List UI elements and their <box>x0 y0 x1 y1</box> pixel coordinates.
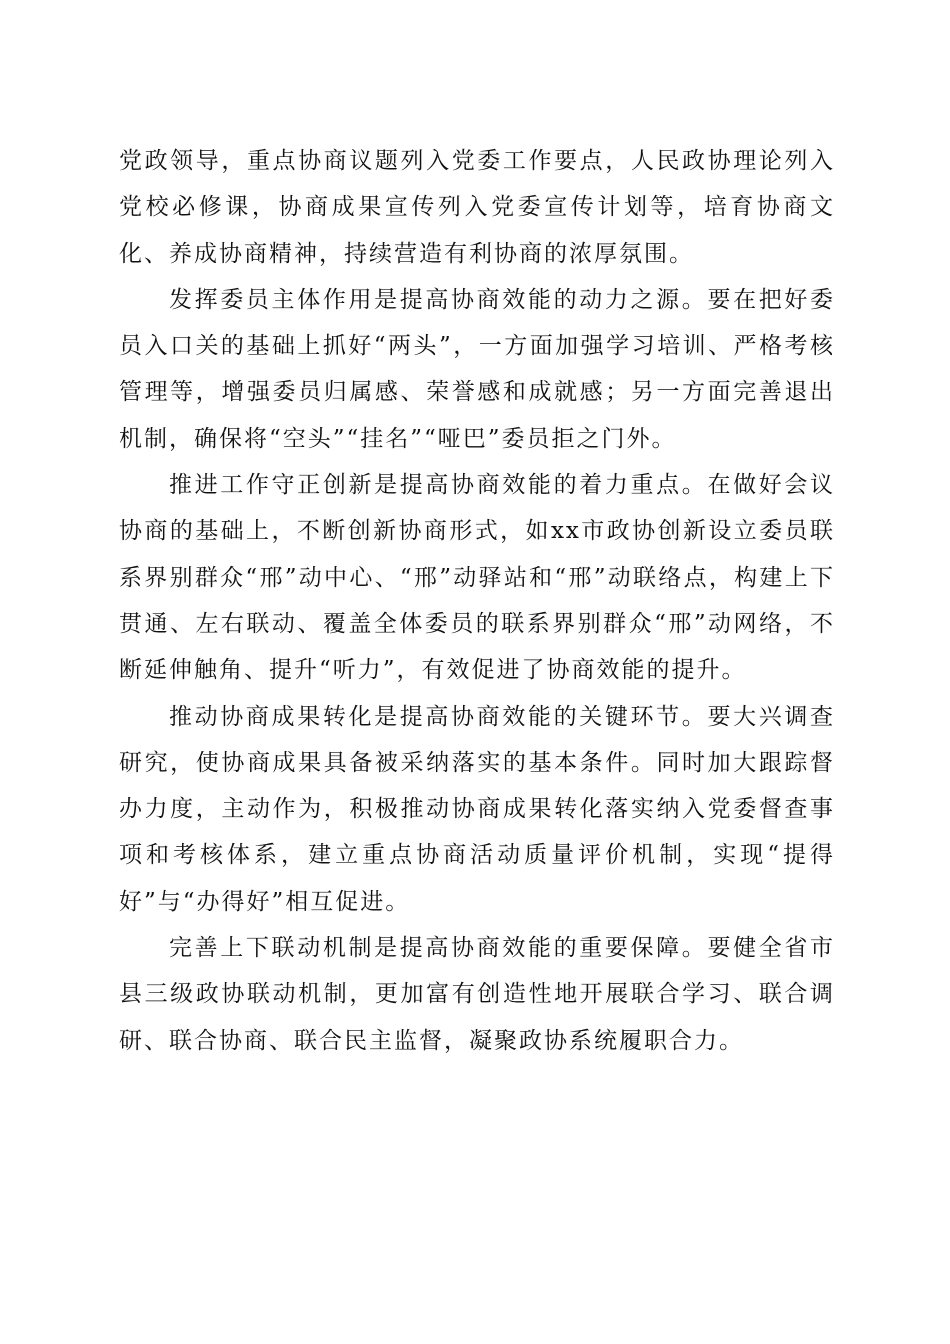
paragraph-linkage-mechanism: 完善上下联动机制是提高协商效能的重要保障。要健全省市县三级政协联动机制，更加富有创造性地开展联合学习、联合调研、联合协商、联合民主监督，凝聚政协系统履职合力。 <box>119 935 835 1054</box>
document-body <box>119 138 835 1064</box>
paragraph-innovation: 推进工作守正创新是提高协商效能的着力重点。在做好会议协商的基础上，不断创新协商形式，如xx市政协创新设立委员联系界别群众“邢”动中心、“邢”动驿站和“邢”动联络点，构建上下贯通、左右联动、覆盖全体委员的联系界别群众“邢”动网络，不断延伸触角、提升“听力”，有效促进了协商效能的提升。 <box>119 472 835 684</box>
paragraph-member-role: 发挥委员主体作用是提高协商效能的动力之源。要在把好委员入口关的基础上抓好“两头”，一方面加强学习培训、严格考核管理等，增强委员归属感、荣誉感和成就感；另一方面完善退出机制，确保将“空头”“挂名”“哑巴”委员拒之门外。 <box>119 286 835 452</box>
paragraph-continuation: 党政领导，重点协商议题列入党委工作要点，人民政协理论列入党校必修课，协商成果宣传列入党委宣传计划等，培育协商文化、养成协商精神，持续营造有利协商的浓厚氛围。 <box>119 148 835 267</box>
paragraph-results-transformation: 推动协商成果转化是提高协商效能的关键环节。要大兴调查研究，使协商成果具备被采纳落实的基本条件。同时加大跟踪督办力度，主动作为，积极推动协商成果转化落实纳入党委督查事项和考核体系，建立重点协商活动质量评价机制，实现“提得好”与“办得好”相互促进。 <box>119 703 835 915</box>
